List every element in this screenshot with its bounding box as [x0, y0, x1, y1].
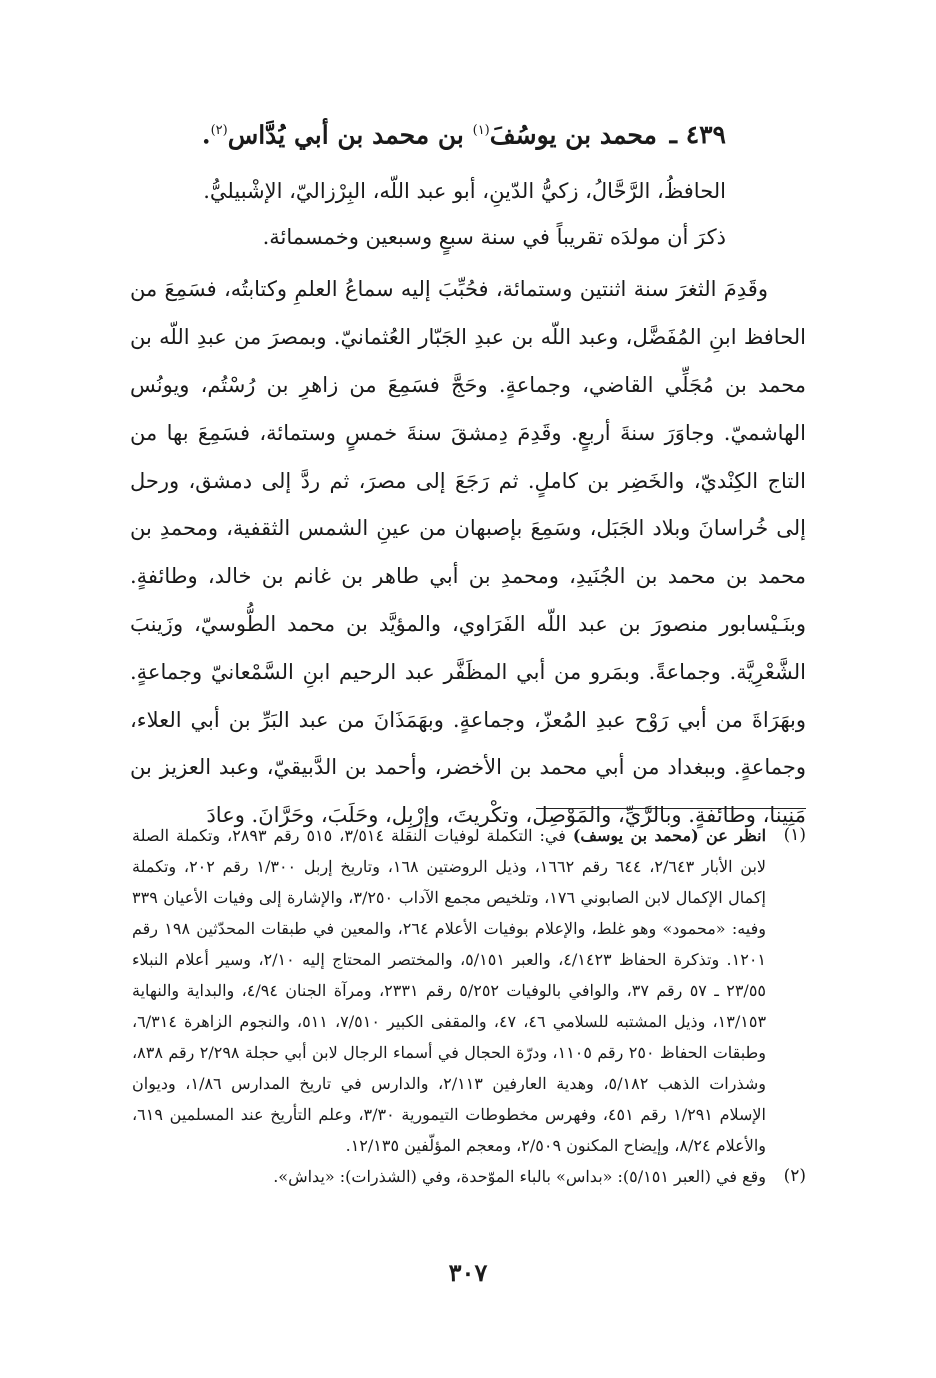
footnote-text: وقع في (العبر ٥/١٥١): «بداس» بالباء الموّحدة، وفي (الشذرات): «يداش». — [273, 1167, 766, 1186]
footnote-ref-1[interactable]: (١) — [472, 123, 490, 138]
footnote-number: (١) — [783, 825, 806, 845]
entry-titles: الحافظُ، الرَّحَّالُ، زكيُّ الدّينِ، أبو عبد اللّه، البِرْزاليّ، الإشْبيليُّ. — [203, 179, 726, 204]
entry-name-part1: محمد بن يوسُفَ — [489, 120, 657, 150]
footnote-1 — [132, 820, 806, 1161]
page-number: ٣٠٧ — [448, 1258, 488, 1287]
footnotes — [132, 820, 806, 1192]
footnote-text — [132, 820, 766, 1161]
entry-number: ٤٣٩ ـ — [669, 120, 726, 150]
footnote-body: في: التكملة لوفيات النقلة ٣/٥١٤، ٥١٥ رقم ٢٨٩٣، وتكملة الصلة لابن الأبار ٢/٦٤٣، ٦٤٤ رقم ١٦٦٢، وذيل الروضتين ١٦٨، وتاريخ إربل ١/٣٠٠ رقم ٢٠٢، وتكملة إكمال الإكمال لابن الصابوني ١٧٦، وتلخيص مجمع الآداب ٣/٢٥٠، والإشارة إلى وفيات الأعيان ٣٣٩ وفيه: «محمود» وهو غلط، والإعلام بوفيات الأعلام ٢٦٤، والمعين في طبقات المحدّثين ١٩٨ رقم ١٢٠١. وتذكرة الحفاظ ٤/١٤٢٣، والعبر ٥/١٥١، والمختصر المحتاج إليه ٢/١٠، وسير أعلام النبلاء ٢٣/٥٥ ـ ٥٧ رقم ٣٧، والوافي بالوفيات ٥/٢٥٢ رقم ٢٣٣١، ومرآة الجنان ٤/٩٤، والبداية والنهاية ١٣/١٥٣، وذيل المشتبه للسلامي ٤٦، ٤٧، والمقفى الكبير ٧/٥١٠، ٥١١، والنجوم الزاهرة ٦/٣١٤، وطبقات الحفاظ ٢٥٠ رقم ١١٠٥، ودرّة الحجال في أسماء الرجال لابن أبي حجلة ٢/٢٩٨ رقم ٨٣٨، وشذرات الذهب ٥/١٨٢، وهدية العارفين ٢/١١٣، والدارس في تاريخ المدارس ١/٨٦، وديوان الإسلام ١/٢٩١ رقم ٤٥١، وفهرس مخطوطات التيمورية ٣/٣٠، وعلم التأريخ عند المسلمين ٦١٩، والأعلام ٨/٢٤، وإيضاح المكنون ٢/٥٠٩، ومعجم المؤلّفين ١٢/١٣٥. — [132, 826, 767, 1155]
entry-heading — [130, 108, 806, 158]
footnote-number: (٢) — [783, 1166, 806, 1186]
footnote-2 — [132, 1161, 806, 1192]
entry-body: وقَدِمَ الثغرَ سنة اثنتين وستمائة، فحُبِّبَ إليه سماعُ العلمِ وكتابتُه، فسَمِعَ من الحافظ ابنِ المُفَضَّل، وعبد اللّه بن عبدِ الجَبّار العُثمانيّ. وبمصرَ من عبدِ اللّه بن محمد بن مُجَلِّي القاضي، وجماعةٍ. وحَجَّ فسَمِعَ من زاهرِ بن رُسْتُم، ويونُس الهاشميّ. وجاوَرَ سنةَ أربعٍ. وقَدِمَ دِمشقَ سنةَ خمسٍ وستمائة، فسَمِعَ بها من التاج الكِنْديّ، والخَضِر بن كاملٍ. ثم رَجَعَ إلى مصرَ، ثم ردَّ إلى دمشق، ورحل إلى خُراسانَ وبلاد الجَبَل، وسَمِعَ بإصبهان من عينِ الشمس الثقفية، ومحمدِ بن محمد بن محمد بن الجُنَيدِ، ومحمدِ بن أبي طاهر بن غانم بن خالد، وطائفةٍ. وبنَـيْسابور منصورَ بن عبد اللّه الفَرَاوي، والمؤيَّد بن محمد الطُّوسيّ، وزَينبَ الشَّعْرِيَّة. وجماعةً. وبمَرو من أبي المظَفَّر عبد الرحيم ابنِ السَّمْعانيّ وجماعةٍ. وبهَرَاةَ من أبي رَوْح عبدِ المُعزّ، وجماعةٍ. وبهَمَذَانَ من عبد البَرِّ بن أبي العلاء، وجماعةٍ. وببغداد من أبي محمد بن الأخضر، وأحمد بن الدَّبيقيّ، وعبد العزيز بن مَنِينا، وطائفةٍ. وبالرَّيِّ، والمَوْصِل، وتكْريتَ، وإرْبِل، وحَلَبَ، وحَرَّانَ. وعادَ — [130, 277, 806, 828]
footnote-separator — [536, 808, 806, 809]
footnote-ref-2[interactable]: (٢) — [210, 123, 228, 138]
biography-entry — [130, 108, 806, 840]
footnote-bold-intro: انظر عن (محمد بن يوسف) — [572, 826, 767, 845]
entry-end-mark: . — [201, 120, 211, 150]
entry-name-part2: بن محمد بن أبي يُدَّاس — [227, 120, 464, 150]
entry-birth: ذكرَ أن مولدَه تقريباً في سنة سبعٍ وسبعين وخمسمائة. — [262, 225, 726, 250]
